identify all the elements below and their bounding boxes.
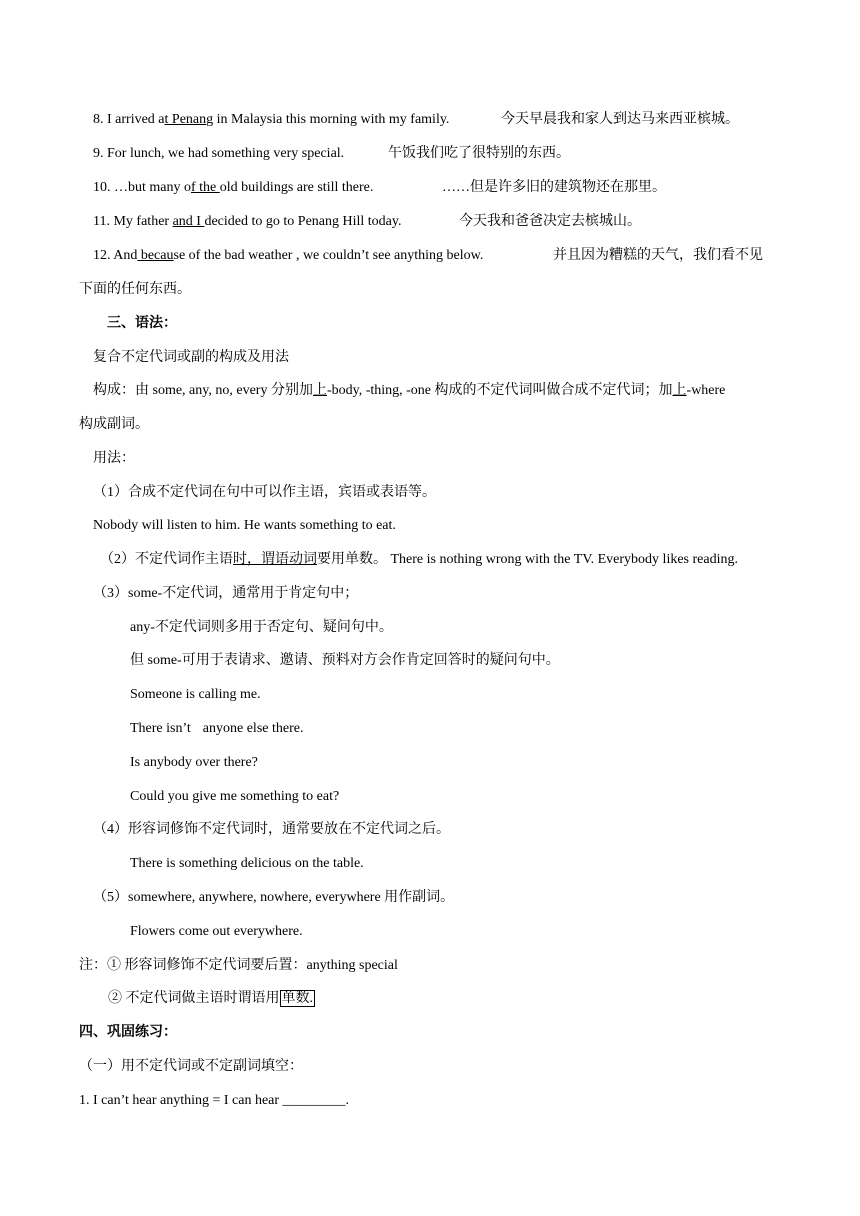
usage-3-example-2 (130, 720, 303, 738)
text: 要用单数。 There is nothing wrong with the TV. Everybody likes reading. (317, 552, 738, 567)
text: 构成：由 some, any, no, every 分别加 (93, 383, 313, 398)
text: -where (686, 383, 726, 398)
usage-label: 用法： (93, 451, 135, 466)
usage-1: （1）合成不定代词在句中可以作主语，宾语或表语等。 (93, 485, 436, 500)
text: ② 不定代词做主语时谓语用 (108, 991, 280, 1006)
usage-3-example-1: Someone is calling me. (130, 687, 261, 702)
practice-question-1: 1. I can’t hear anything = I can hear _________. (79, 1093, 350, 1108)
usage-4: （4）形容词修饰不定代词时，通常要放在不定代词之后。 (93, 822, 450, 837)
usage-5: （5）somewhere, anywhere, nowhere, everywhere 用作副词。 (93, 890, 455, 905)
sentence-9-en: 9. For lunch, we had something very special. (93, 146, 345, 161)
grammar-form-line1 (93, 382, 725, 400)
text: 11. My father (93, 214, 173, 229)
sentence-8-en (93, 112, 449, 127)
underlined-text: becau (137, 248, 174, 263)
practice-heading: 四、巩固练习： (79, 1025, 177, 1040)
usage-3-example-4: Could you give me something to eat? (130, 789, 340, 804)
text: decided to go to Penang Hill today. (204, 214, 402, 229)
underlined-text: 上 (672, 383, 687, 398)
sentence-11-en (93, 213, 401, 231)
sentence-9-zh: 午饭我们吃了很特别的东西。 (388, 146, 570, 161)
text: -body, -thing, -one 构成的不定代词叫做合成不定代词；加 (326, 383, 673, 398)
note-1: 注：① 形容词修饰不定代词要后置：anything special (79, 958, 398, 973)
usage-5-example: Flowers come out everywhere. (130, 924, 303, 939)
sentence-12-en (93, 247, 483, 265)
text: se of the bad weather , we couldn’t see anything below. (173, 248, 484, 263)
sentence-8 (93, 111, 449, 129)
text: There isn’t (130, 721, 191, 736)
text: anyone else there. (202, 721, 304, 736)
text: old buildings are still there. (219, 180, 374, 195)
usage-2 (100, 551, 738, 569)
text: （2）不定代词作主语 (100, 552, 233, 567)
practice-subheading: （一）用不定代词或不定副词填空： (79, 1059, 303, 1074)
usage-3-example-3: Is anybody over there? (130, 755, 258, 770)
sentence-12-zh: 并且因为糟糕的天气，我们看不见 (553, 248, 763, 263)
sentence-11-zh: 今天我和爸爸决定去槟城山。 (459, 214, 641, 229)
sentence-12-zh-cont: 下面的任何东西。 (79, 282, 191, 297)
underlined-text: t Penan (164, 112, 207, 127)
sentence-8-zh: 今天早晨我和家人到达马来西亚槟城。 (501, 112, 739, 127)
underlined-text: f the (191, 180, 220, 195)
text: g in Malaysia this morning with my family. (206, 112, 450, 127)
usage-3-some: 但 some-可用于表请求、邀请、预料对方会作肯定回答时的疑问句中。 (130, 653, 560, 668)
underlined-text: 时，谓语动词 (233, 552, 317, 567)
grammar-form-line2: 构成副词。 (79, 417, 149, 432)
usage-4-example: There is something delicious on the table. (130, 856, 364, 871)
grammar-heading: 三、语法： (107, 316, 177, 331)
note-2 (108, 990, 315, 1008)
text: 8. I arrived a (93, 112, 165, 127)
underlined-text: and I (172, 214, 205, 229)
text: 10. …but many o (93, 180, 191, 195)
usage-1-example: Nobody will listen to him. He wants something to eat. (93, 518, 396, 533)
underlined-text: 上 (312, 383, 327, 398)
usage-3: （3）some-不定代词，通常用于肯定句中； (93, 586, 359, 601)
boxed-text: 单数. (281, 991, 313, 1006)
grammar-title: 复合不定代词或副的构成及用法 (93, 350, 289, 365)
sentence-10-zh: ……但是许多旧的建筑物还在那里。 (442, 180, 666, 195)
text: 12. And (93, 248, 138, 263)
sentence-10-en (93, 179, 373, 197)
usage-3-any: any-不定代词则多用于否定句、疑问句中。 (130, 620, 393, 635)
